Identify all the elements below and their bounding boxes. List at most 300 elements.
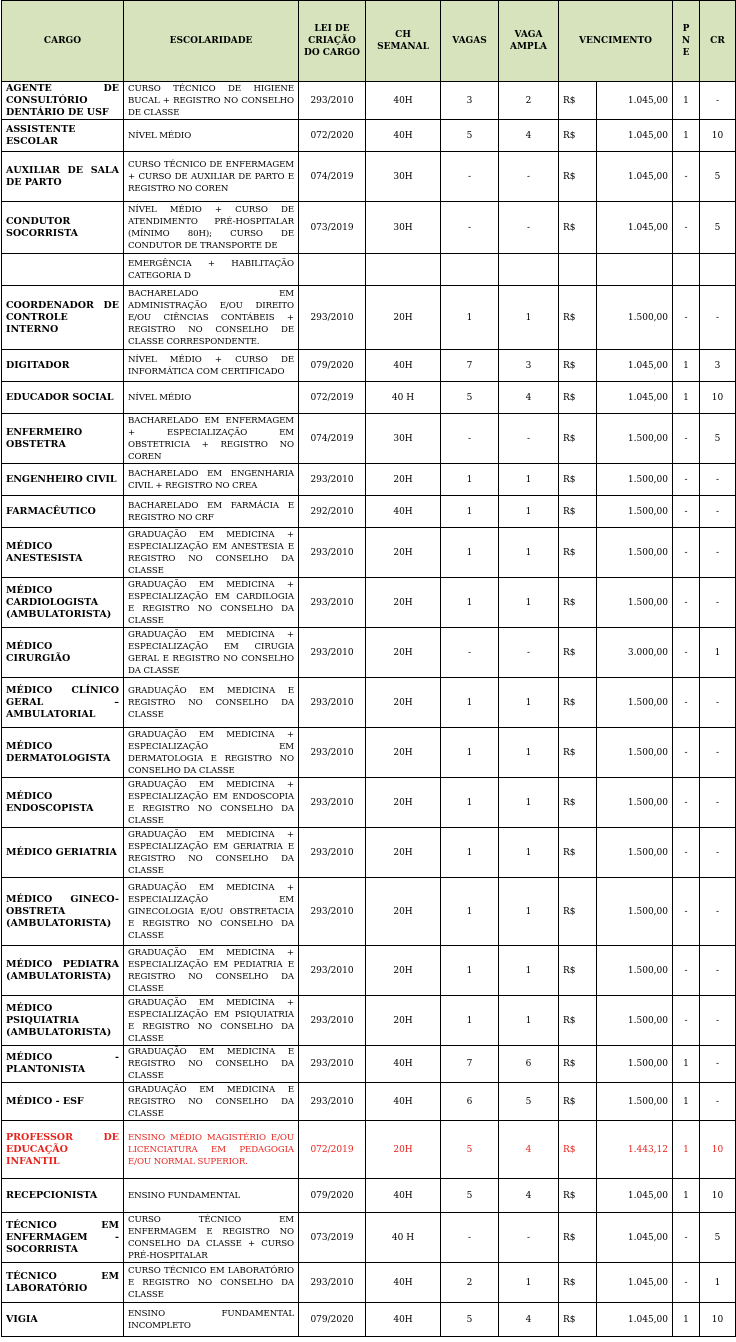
lei-cell: 073/2019	[299, 1213, 366, 1263]
vencimento-cell: 1.500,00	[597, 528, 673, 578]
table-row	[2, 464, 736, 496]
vagas-cell: -	[441, 152, 499, 202]
table-body	[2, 82, 736, 1337]
currency-cell: R$	[559, 414, 597, 464]
escolaridade-cell: GRADUAÇÃO EM MEDICINA E REGISTRO NO CONSELHO DA CLASSE	[124, 1046, 299, 1083]
ch-cell: 20H	[366, 728, 441, 778]
vacancies-table	[1, 0, 736, 1337]
vaga-ampla-cell: 1	[499, 778, 559, 828]
escolaridade-cell: EMERGÊNCIA + HABILITAÇÃO CATEGORIA D	[124, 254, 299, 286]
table-row	[2, 254, 736, 286]
lei-cell: 293/2010	[299, 728, 366, 778]
table-row	[2, 578, 736, 628]
pne-cell: 1	[673, 1046, 700, 1083]
lei-cell: 293/2010	[299, 82, 366, 120]
escolaridade-cell: GRADUAÇÃO EM MEDICINA + ESPECIALIZAÇÃO EM CARDILOGIA E REGISTRO NO CONSELHO DA CLASSE	[124, 578, 299, 628]
vaga-ampla-cell: 1	[499, 1263, 559, 1303]
cargo-cell: RECEPCIONISTA	[2, 1179, 124, 1213]
cr-cell: -	[700, 82, 736, 120]
escolaridade-cell: ENSINO FUNDAMENTAL INCOMPLETO	[124, 1303, 299, 1337]
escolaridade-cell: NÍVEL MÉDIO	[124, 382, 299, 414]
ch-cell: 20H	[366, 878, 441, 946]
table-row	[2, 152, 736, 202]
vencimento-cell: 1.500,00	[597, 828, 673, 878]
currency-cell: R$	[559, 1213, 597, 1263]
vencimento-cell: 1.500,00	[597, 778, 673, 828]
cargo-cell: TÉCNICO EM ENFERMAGEM - SOCORRISTA	[2, 1213, 124, 1263]
table-row	[2, 1083, 736, 1121]
vencimento-cell: 1.500,00	[597, 728, 673, 778]
lei-cell: 073/2019	[299, 202, 366, 254]
lei-cell: 072/2019	[299, 1121, 366, 1179]
pne-cell: 1	[673, 120, 700, 152]
ch-cell: 20H	[366, 678, 441, 728]
pne-cell: -	[673, 1213, 700, 1263]
lei-cell: 293/2010	[299, 778, 366, 828]
currency-cell: R$	[559, 1083, 597, 1121]
lei-cell: 293/2010	[299, 878, 366, 946]
currency-cell: R$	[559, 382, 597, 414]
pne-cell: -	[673, 628, 700, 678]
escolaridade-cell: GRADUAÇÃO EM MEDICINA + ESPECIALIZAÇÃO EM GINECOLOGIA E/OU OBSTRETACIA E REGISTRO NO CONSELHO DA CLASSE	[124, 878, 299, 946]
cr-cell: 1	[700, 1263, 736, 1303]
lei-cell: 079/2020	[299, 1303, 366, 1337]
vagas-cell: 5	[441, 382, 499, 414]
pne-cell: -	[673, 828, 700, 878]
currency-cell: R$	[559, 464, 597, 496]
cargo-cell: MÉDICO - PLANTONISTA	[2, 1046, 124, 1083]
vagas-cell: 2	[441, 1263, 499, 1303]
vaga-ampla-cell: 1	[499, 996, 559, 1046]
cargo-cell: MÉDICO CARDIOLOGISTA (AMBULATORISTA)	[2, 578, 124, 628]
table-row	[2, 496, 736, 528]
vaga-ampla-cell: 1	[499, 678, 559, 728]
currency-cell: R$	[559, 82, 597, 120]
cargo-cell: MÉDICO - ESF	[2, 1083, 124, 1121]
vagas-cell: 1	[441, 286, 499, 350]
escolaridade-cell: CURSO TÉCNICO DE ENFERMAGEM + CURSO DE AUXILIAR DE PARTO E REGISTRO NO COREN	[124, 152, 299, 202]
cargo-cell: MÉDICO CIRURGIÃO	[2, 628, 124, 678]
vencimento-cell: 1.045,00	[597, 152, 673, 202]
vencimento-cell: 1.500,00	[597, 1083, 673, 1121]
pne-cell: -	[673, 528, 700, 578]
cr-cell: 10	[700, 120, 736, 152]
currency-cell: R$	[559, 828, 597, 878]
table-row	[2, 202, 736, 254]
pne-cell: -	[673, 728, 700, 778]
pne-cell: 1	[673, 1083, 700, 1121]
lei-cell: 079/2020	[299, 1179, 366, 1213]
escolaridade-cell: GRADUAÇÃO EM MEDICINA E REGISTRO NO CONSELHO DA CLASSE	[124, 1083, 299, 1121]
lei-cell: 293/2010	[299, 828, 366, 878]
vaga-ampla-cell: 1	[499, 286, 559, 350]
vencimento-cell: 1.045,00	[597, 1303, 673, 1337]
ch-cell: 40H	[366, 1083, 441, 1121]
lei-cell: 293/2010	[299, 946, 366, 996]
cr-cell: 5	[700, 202, 736, 254]
vencimento-cell: 1.045,00	[597, 1179, 673, 1213]
cr-cell: -	[700, 464, 736, 496]
currency-cell: R$	[559, 1121, 597, 1179]
vaga-ampla-cell: -	[499, 414, 559, 464]
table-row	[2, 1121, 736, 1179]
vagas-cell: -	[441, 414, 499, 464]
table-row	[2, 82, 736, 120]
escolaridade-cell: NÍVEL MÉDIO + CURSO DE ATENDIMENTO PRÉ-HOSPITALAR (MÍNIMO 80H); CURSO DE CONDUTOR DE TRANSPORTE DE	[124, 202, 299, 254]
ch-cell: 20H	[366, 528, 441, 578]
table-row	[2, 382, 736, 414]
escolaridade-cell: GRADUAÇÃO EM MEDICINA + ESPECIALIZAÇÃO EM PEDIATRIA E REGISTRO NO CONSELHO DA CLASSE	[124, 946, 299, 996]
lei-cell: 293/2010	[299, 286, 366, 350]
vaga-ampla-cell: 1	[499, 828, 559, 878]
table-row	[2, 946, 736, 996]
cargo-cell: MÉDICO ANESTESISTA	[2, 528, 124, 578]
vagas-cell: 7	[441, 1046, 499, 1083]
cargo-cell: FARMACÊUTICO	[2, 496, 124, 528]
pne-cell: -	[673, 286, 700, 350]
cr-cell: -	[700, 496, 736, 528]
cargo-cell: MÉDICO ENDOSCOPISTA	[2, 778, 124, 828]
cr-cell: -	[700, 528, 736, 578]
vaga-ampla-cell: 4	[499, 1303, 559, 1337]
table-row	[2, 1263, 736, 1303]
ch-cell: 20H	[366, 1121, 441, 1179]
vaga-ampla-cell: 1	[499, 528, 559, 578]
escolaridade-cell: GRADUAÇÃO EM MEDICINA E REGISTRO NO CONSELHO DA CLASSE	[124, 678, 299, 728]
ch-cell: 30H	[366, 152, 441, 202]
lei-cell: 292/2010	[299, 496, 366, 528]
vaga-ampla-cell: 3	[499, 350, 559, 382]
currency-cell: R$	[559, 528, 597, 578]
vaga-ampla-cell: 1	[499, 464, 559, 496]
ch-cell: 40H	[366, 82, 441, 120]
cargo-cell: MÉDICO GINECO-OBSTRETA (AMBULATORISTA)	[2, 878, 124, 946]
vagas-cell: -	[441, 202, 499, 254]
table-row	[2, 414, 736, 464]
currency-cell: R$	[559, 728, 597, 778]
escolaridade-cell: CURSO TÉCNICO DE HIGIENE BUCAL + REGISTRO NO CONSELHO DE CLASSE	[124, 82, 299, 120]
vencimento-cell: 1.045,00	[597, 202, 673, 254]
header-escolaridade: ESCOLARIDADE	[124, 1, 299, 82]
currency-cell: R$	[559, 996, 597, 1046]
lei-cell	[299, 254, 366, 286]
vaga-ampla-cell: 6	[499, 1046, 559, 1083]
cr-cell: -	[700, 946, 736, 996]
escolaridade-cell: GRADUAÇÃO EM MEDICINA + ESPECIALIZAÇÃO EM ANESTESIA E REGISTRO NO CONSELHO DA CLASSE	[124, 528, 299, 578]
vagas-cell: 7	[441, 350, 499, 382]
currency-cell: R$	[559, 578, 597, 628]
ch-cell: 20H	[366, 628, 441, 678]
lei-cell: 072/2020	[299, 120, 366, 152]
vagas-cell: 1	[441, 828, 499, 878]
ch-cell: 20H	[366, 578, 441, 628]
vencimento-cell: 1.045,00	[597, 82, 673, 120]
lei-cell: 293/2010	[299, 628, 366, 678]
lei-cell: 293/2010	[299, 528, 366, 578]
escolaridade-cell: GRADUAÇÃO EM MEDICINA + ESPECIALIZAÇÃO EM ENDOSCOPIA E REGISTRO NO CONSELHO DA CLASSE	[124, 778, 299, 828]
vencimento-cell: 1.045,00	[597, 1213, 673, 1263]
ch-cell: 40H	[366, 1046, 441, 1083]
cargo-cell: COORDENADOR DE CONTROLE INTERNO	[2, 286, 124, 350]
cr-cell: 10	[700, 1303, 736, 1337]
pne-cell: -	[673, 414, 700, 464]
vaga-ampla-cell: -	[499, 1213, 559, 1263]
currency-cell: R$	[559, 1303, 597, 1337]
vaga-ampla-cell: 5	[499, 1083, 559, 1121]
vaga-ampla-cell: 1	[499, 578, 559, 628]
lei-cell: 293/2010	[299, 678, 366, 728]
table-row	[2, 1213, 736, 1263]
vencimento-cell: 1.500,00	[597, 578, 673, 628]
pne-cell: -	[673, 778, 700, 828]
currency-cell: R$	[559, 350, 597, 382]
table-row	[2, 528, 736, 578]
pne-cell: -	[673, 946, 700, 996]
table-row	[2, 778, 736, 828]
vaga-ampla-cell: 4	[499, 1179, 559, 1213]
table-row	[2, 878, 736, 946]
pne-cell: -	[673, 1263, 700, 1303]
vencimento-cell	[597, 254, 673, 286]
cargo-cell: VIGIA	[2, 1303, 124, 1337]
vaga-ampla-cell: -	[499, 152, 559, 202]
cargo-cell: AUXILIAR DE SALA DE PARTO	[2, 152, 124, 202]
cr-cell: -	[700, 728, 736, 778]
cr-cell: 5	[700, 414, 736, 464]
cr-cell: -	[700, 778, 736, 828]
cr-cell: -	[700, 286, 736, 350]
cargo-cell: MÉDICO CLÍNICO GERAL – AMBULATORIAL	[2, 678, 124, 728]
currency-cell: R$	[559, 628, 597, 678]
cargo-cell: EDUCADOR SOCIAL	[2, 382, 124, 414]
vagas-cell: 6	[441, 1083, 499, 1121]
cr-cell: -	[700, 1046, 736, 1083]
cr-cell: -	[700, 828, 736, 878]
cargo-cell: MÉDICO DERMATOLOGISTA	[2, 728, 124, 778]
vagas-cell: 1	[441, 496, 499, 528]
escolaridade-cell: GRADUAÇÃO EM MEDICINA + ESPECIALIZAÇÃO EM GERIATRIA E REGISTRO NO CONSELHO DA CLASSE	[124, 828, 299, 878]
escolaridade-cell: BACHARELADO EM ENGENHARIA CIVIL + REGISTRO NO CREA	[124, 464, 299, 496]
ch-cell: 40H	[366, 496, 441, 528]
lei-cell: 293/2010	[299, 1083, 366, 1121]
cargo-cell: MÉDICO PEDIATRA (AMBULATORISTA)	[2, 946, 124, 996]
vagas-cell: 1	[441, 778, 499, 828]
pne-cell	[673, 254, 700, 286]
currency-cell: R$	[559, 946, 597, 996]
lei-cell: 293/2010	[299, 578, 366, 628]
vencimento-cell: 1.500,00	[597, 414, 673, 464]
vencimento-cell: 1.045,00	[597, 350, 673, 382]
vaga-ampla-cell: 4	[499, 1121, 559, 1179]
ch-cell: 20H	[366, 828, 441, 878]
ch-cell: 40H	[366, 1303, 441, 1337]
currency-cell: R$	[559, 202, 597, 254]
table-row	[2, 996, 736, 1046]
vencimento-cell: 1.045,00	[597, 1263, 673, 1303]
currency-cell: R$	[559, 1046, 597, 1083]
currency-cell: R$	[559, 878, 597, 946]
pne-cell: -	[673, 496, 700, 528]
ch-cell: 30H	[366, 414, 441, 464]
table-row	[2, 728, 736, 778]
ch-cell: 20H	[366, 778, 441, 828]
lei-cell: 293/2010	[299, 464, 366, 496]
vagas-cell: 1	[441, 528, 499, 578]
ch-cell: 30H	[366, 202, 441, 254]
currency-cell: R$	[559, 778, 597, 828]
table-header	[2, 1, 736, 82]
escolaridade-cell: NÍVEL MÉDIO	[124, 120, 299, 152]
vencimento-cell: 1.443,12	[597, 1121, 673, 1179]
vagas-cell: 5	[441, 120, 499, 152]
cargo-cell: DIGITADOR	[2, 350, 124, 382]
pne-cell: -	[673, 678, 700, 728]
pne-cell: -	[673, 202, 700, 254]
vagas-cell: 5	[441, 1303, 499, 1337]
header-lei: LEI DE CRIAÇÃO DO CARGO	[299, 1, 366, 82]
pne-cell: -	[673, 152, 700, 202]
currency-cell: R$	[559, 286, 597, 350]
escolaridade-cell: CURSO TÉCNICO EM LABORATÓRIO E REGISTRO NO CONSELHO DA CLASSE	[124, 1263, 299, 1303]
ch-cell: 20H	[366, 996, 441, 1046]
cargo-cell: CONDUTOR SOCORRISTA	[2, 202, 124, 254]
lei-cell: 293/2010	[299, 1263, 366, 1303]
cargo-cell: PROFESSOR DE EDUCAÇÃO INFANTIL	[2, 1121, 124, 1179]
cr-cell: 5	[700, 1213, 736, 1263]
vaga-ampla-cell: 2	[499, 82, 559, 120]
header-pne: P N E	[673, 1, 700, 82]
vencimento-cell: 1.500,00	[597, 496, 673, 528]
cargo-cell: ASSISTENTE ESCOLAR	[2, 120, 124, 152]
cr-cell: 5	[700, 152, 736, 202]
escolaridade-cell: ENSINO FUNDAMENTAL	[124, 1179, 299, 1213]
lei-cell: 293/2010	[299, 996, 366, 1046]
lei-cell: 293/2010	[299, 1046, 366, 1083]
lei-cell: 074/2019	[299, 414, 366, 464]
vencimento-cell: 1.500,00	[597, 286, 673, 350]
currency-cell: R$	[559, 678, 597, 728]
vencimento-cell: 1.500,00	[597, 464, 673, 496]
escolaridade-cell: GRADUAÇÃO EM MEDICINA + ESPECIALIZAÇÃO EM PSIQUIATRIA E REGISTRO NO CONSELHO DA CLASSE	[124, 996, 299, 1046]
lei-cell: 072/2019	[299, 382, 366, 414]
escolaridade-cell: BACHARELADO EM ADMINISTRAÇÃO E/OU DIREITO E/OU CIÊNCIAS CONTÁBEIS + REGISTRO NO CONSELHO DE CLASSE CORRESPONDENTE.	[124, 286, 299, 350]
currency-cell: R$	[559, 152, 597, 202]
header-vaga-ampla: VAGA AMPLA	[499, 1, 559, 82]
vagas-cell: 1	[441, 946, 499, 996]
table-row	[2, 1046, 736, 1083]
escolaridade-cell: NÍVEL MÉDIO + CURSO DE INFORMÁTICA COM CERTIFICADO	[124, 350, 299, 382]
cargo-cell: ENFERMEIRO OBSTETRA	[2, 414, 124, 464]
cr-cell: -	[700, 578, 736, 628]
vencimento-cell: 1.045,00	[597, 382, 673, 414]
escolaridade-cell: CURSO TÉCNICO EM ENFERMAGEM E REGISTRO NO CONSELHO DA CLASSE + CURSO PRÉ-HOSPITALAR	[124, 1213, 299, 1263]
escolaridade-cell: GRADUAÇÃO EM MEDICINA + ESPECIALIZAÇÃO EM DERMATOLOGIA E REGISTRO NO CONSELHO DA CLASSE	[124, 728, 299, 778]
vagas-cell: 5	[441, 1121, 499, 1179]
table-row	[2, 628, 736, 678]
cr-cell: -	[700, 878, 736, 946]
vagas-cell: 1	[441, 464, 499, 496]
ch-cell: 40H	[366, 120, 441, 152]
currency-cell: R$	[559, 1263, 597, 1303]
header-cargo: CARGO	[2, 1, 124, 82]
vagas-cell: -	[441, 1213, 499, 1263]
cargo-cell: AGENTE DE CONSULTÓRIO DENTÁRIO DE USF	[2, 82, 124, 120]
vencimento-cell: 1.500,00	[597, 996, 673, 1046]
vaga-ampla-cell: -	[499, 628, 559, 678]
vaga-ampla-cell: 1	[499, 496, 559, 528]
vaga-ampla-cell: -	[499, 202, 559, 254]
table-row	[2, 120, 736, 152]
currency-cell	[559, 254, 597, 286]
escolaridade-cell: GRADUAÇÃO EM MEDICINA + ESPECIALIZAÇÃO EM CIRUGIA GERAL E REGISTRO NO CONSELHO DA CLASSE	[124, 628, 299, 678]
cr-cell: -	[700, 1083, 736, 1121]
vagas-cell: 1	[441, 878, 499, 946]
pne-cell: 1	[673, 382, 700, 414]
table-row	[2, 1303, 736, 1337]
cr-cell: 3	[700, 350, 736, 382]
vagas-cell: 1	[441, 678, 499, 728]
ch-cell: 40 H	[366, 382, 441, 414]
escolaridade-cell: BACHARELADO EM FARMÁCIA E REGISTRO NO CRF	[124, 496, 299, 528]
table-row	[2, 828, 736, 878]
table-row	[2, 350, 736, 382]
currency-cell: R$	[559, 496, 597, 528]
header-vagas: VAGAS	[441, 1, 499, 82]
vencimento-cell: 1.500,00	[597, 678, 673, 728]
ch-cell: 40H	[366, 1179, 441, 1213]
cr-cell	[700, 254, 736, 286]
cr-cell: 10	[700, 1179, 736, 1213]
ch-cell: 40H	[366, 1263, 441, 1303]
vencimento-cell: 1.500,00	[597, 1046, 673, 1083]
cargo-cell: ENGENHEIRO CIVIL	[2, 464, 124, 496]
pne-cell: -	[673, 878, 700, 946]
pne-cell: -	[673, 464, 700, 496]
vagas-cell: 1	[441, 996, 499, 1046]
vagas-cell: 1	[441, 578, 499, 628]
table-row	[2, 1179, 736, 1213]
cr-cell: -	[700, 996, 736, 1046]
header-cr: CR	[700, 1, 736, 82]
vaga-ampla-cell: 4	[499, 382, 559, 414]
ch-cell: 20H	[366, 464, 441, 496]
pne-cell: 1	[673, 82, 700, 120]
lei-cell: 079/2020	[299, 350, 366, 382]
vagas-cell: 1	[441, 728, 499, 778]
ch-cell	[366, 254, 441, 286]
vagas-cell: 5	[441, 1179, 499, 1213]
vagas-cell	[441, 254, 499, 286]
cr-cell: 10	[700, 382, 736, 414]
ch-cell: 40 H	[366, 1213, 441, 1263]
escolaridade-cell: ENSINO MÉDIO MAGISTÉRIO E/OU LICENCIATURA EM PEDAGOGIA E/OU NORMAL SUPERIOR.	[124, 1121, 299, 1179]
cargo-cell: TÉCNICO EM LABORATÓRIO	[2, 1263, 124, 1303]
ch-cell: 20H	[366, 946, 441, 996]
vencimento-cell: 1.045,00	[597, 120, 673, 152]
vencimento-cell: 1.500,00	[597, 946, 673, 996]
vaga-ampla-cell	[499, 254, 559, 286]
currency-cell: R$	[559, 1179, 597, 1213]
vaga-ampla-cell: 1	[499, 728, 559, 778]
pne-cell: 1	[673, 1303, 700, 1337]
pne-cell: 1	[673, 1179, 700, 1213]
header-ch: CH SEMANAL	[366, 1, 441, 82]
pne-cell: 1	[673, 1121, 700, 1179]
table-row	[2, 286, 736, 350]
vaga-ampla-cell: 4	[499, 120, 559, 152]
vagas-cell: -	[441, 628, 499, 678]
cargo-cell: MÉDICO GERIATRIA	[2, 828, 124, 878]
